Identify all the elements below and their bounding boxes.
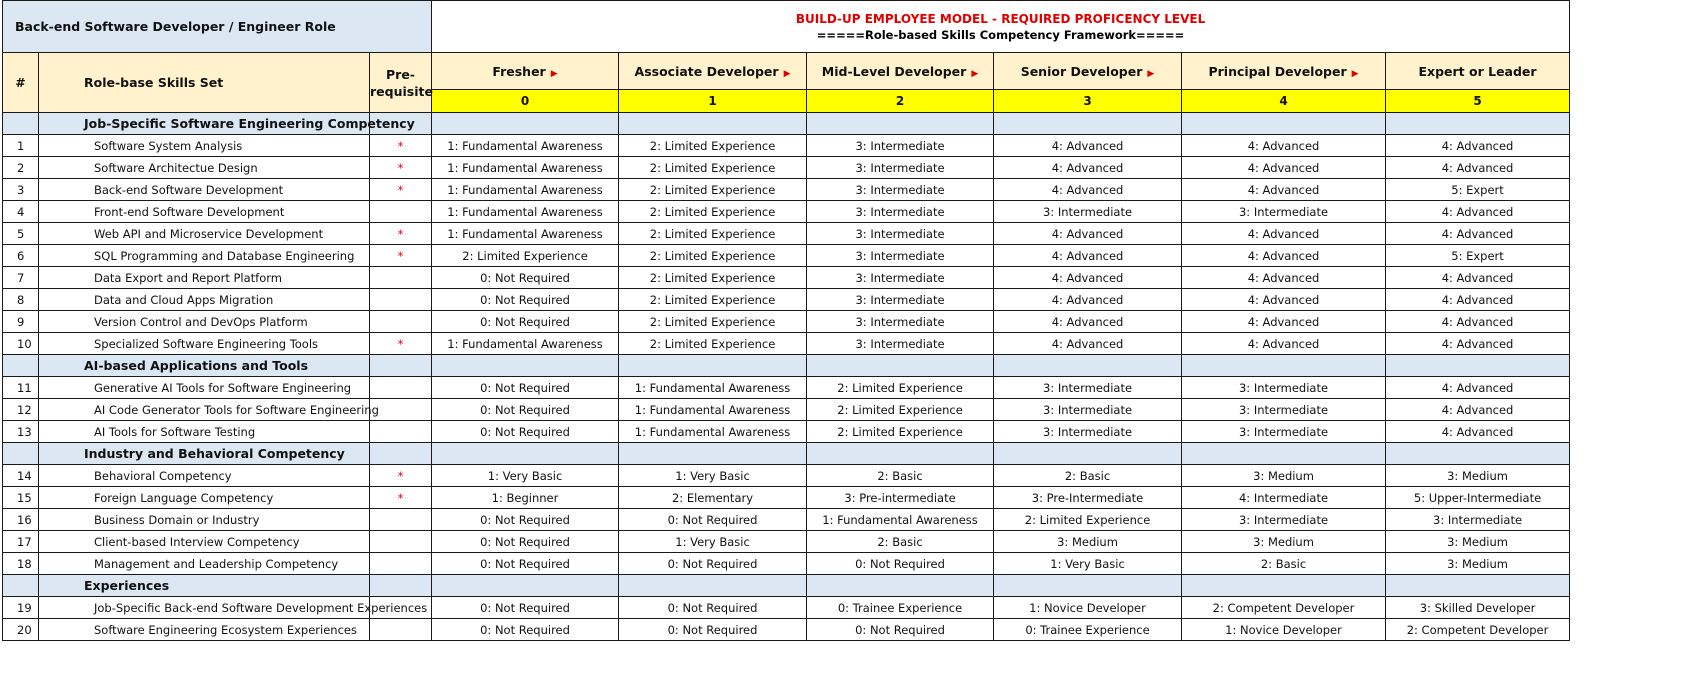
section-number-cell (3, 575, 39, 597)
prerequisite-marker (370, 619, 432, 641)
table-row (3, 509, 1570, 531)
proficiency-value: 3: Intermediate (807, 333, 994, 355)
proficiency-value: 4: Advanced (994, 135, 1182, 157)
proficiency-value: 0: Not Required (432, 553, 619, 575)
section-empty-cell (432, 575, 619, 597)
prerequisite-marker (370, 289, 432, 311)
proficiency-value: 4: Advanced (1386, 157, 1570, 179)
section-empty-cell (619, 355, 807, 377)
proficiency-value: 2: Basic (994, 465, 1182, 487)
proficiency-value: 0: Not Required (619, 597, 807, 619)
proficiency-value: 4: Advanced (994, 179, 1182, 201)
skill-name: Foreign Language Competency (39, 487, 370, 509)
table-row (3, 377, 1570, 399)
proficiency-value: 2: Limited Experience (619, 289, 807, 311)
proficiency-value: 2: Limited Experience (807, 399, 994, 421)
proficiency-value: 3: Intermediate (807, 223, 994, 245)
level-number: 3 (994, 90, 1182, 113)
skill-name: Software Engineering Ecosystem Experiences (39, 619, 370, 641)
skill-name: Front-end Software Development (39, 201, 370, 223)
section-header-row (3, 355, 1570, 377)
proficiency-value: 0: Not Required (432, 289, 619, 311)
prerequisite-marker (370, 267, 432, 289)
proficiency-value: 0: Not Required (432, 531, 619, 553)
section-header-row (3, 575, 1570, 597)
proficiency-value: 2: Basic (807, 531, 994, 553)
proficiency-value: 1: Fundamental Awareness (432, 135, 619, 157)
level-header (994, 53, 1182, 90)
skill-name: Business Domain or Industry (39, 509, 370, 531)
prerequisite-marker (370, 201, 432, 223)
proficiency-value: 2: Limited Experience (619, 201, 807, 223)
proficiency-value: 0: Not Required (432, 509, 619, 531)
prerequisite-marker: * (370, 465, 432, 487)
section-title: AI-based Applications and Tools (39, 355, 370, 377)
section-title: Experiences (39, 575, 370, 597)
section-header-row (3, 443, 1570, 465)
proficiency-value: 3: Pre-Intermediate (994, 487, 1182, 509)
level-label: Associate Developer (634, 63, 779, 79)
proficiency-value: 1: Fundamental Awareness (432, 157, 619, 179)
triangle-right-icon: ▶ (971, 68, 979, 79)
proficiency-value: 4: Advanced (1386, 399, 1570, 421)
table-row (3, 267, 1570, 289)
table-body (3, 1, 1570, 641)
prerequisite-marker (370, 553, 432, 575)
proficiency-value: 5: Expert (1386, 179, 1570, 201)
proficiency-value: 0: Trainee Experience (994, 619, 1182, 641)
proficiency-value: 4: Advanced (1182, 289, 1386, 311)
proficiency-value: 4: Advanced (994, 267, 1182, 289)
proficiency-value: 4: Advanced (994, 311, 1182, 333)
proficiency-value: 3: Intermediate (1182, 399, 1386, 421)
section-empty-cell (994, 113, 1182, 135)
proficiency-value: 3: Medium (1182, 531, 1386, 553)
proficiency-value: 1: Fundamental Awareness (432, 179, 619, 201)
model-title-cell (432, 1, 1570, 53)
row-number: 7 (3, 267, 39, 289)
section-empty-cell (619, 575, 807, 597)
proficiency-value: 3: Intermediate (994, 377, 1182, 399)
prerequisite-marker: * (370, 135, 432, 157)
column-header-row (3, 53, 1570, 90)
section-empty-cell (807, 443, 994, 465)
proficiency-value: 3: Intermediate (1182, 421, 1386, 443)
proficiency-value: 3: Skilled Developer (1386, 597, 1570, 619)
level-number: 0 (432, 90, 619, 113)
skill-name: Specialized Software Engineering Tools (39, 333, 370, 355)
proficiency-value: 0: Not Required (432, 267, 619, 289)
row-number: 3 (3, 179, 39, 201)
level-header (807, 53, 994, 90)
level-label: Principal Developer (1208, 63, 1347, 79)
proficiency-value: 4: Advanced (1386, 421, 1570, 443)
prerequisite-marker: * (370, 157, 432, 179)
proficiency-value: 2: Limited Experience (619, 223, 807, 245)
proficiency-value: 0: Not Required (807, 619, 994, 641)
level-header (1386, 53, 1570, 90)
table-row (3, 289, 1570, 311)
proficiency-value: 0: Not Required (619, 553, 807, 575)
prerequisite-marker: * (370, 487, 432, 509)
proficiency-value: 1: Beginner (432, 487, 619, 509)
skill-name: Web API and Microservice Development (39, 223, 370, 245)
level-header (1182, 53, 1386, 90)
proficiency-value: 4: Advanced (1386, 377, 1570, 399)
prerequisite-marker: * (370, 223, 432, 245)
section-empty-cell (432, 443, 619, 465)
row-number: 17 (3, 531, 39, 553)
proficiency-value: 3: Intermediate (807, 135, 994, 157)
table-row (3, 597, 1570, 619)
skill-name: AI Tools for Software Testing (39, 421, 370, 443)
row-number: 18 (3, 553, 39, 575)
section-empty-cell (807, 355, 994, 377)
level-header (432, 53, 619, 90)
row-number: 4 (3, 201, 39, 223)
proficiency-value: 2: Limited Experience (619, 333, 807, 355)
proficiency-value: 4: Advanced (994, 289, 1182, 311)
proficiency-value: 0: Not Required (432, 311, 619, 333)
prerequisite-marker: * (370, 245, 432, 267)
skill-name: Job-Specific Back-end Software Development Experiences (39, 597, 370, 619)
proficiency-value: 3: Medium (1182, 465, 1386, 487)
proficiency-value: 4: Advanced (1386, 311, 1570, 333)
table-row (3, 179, 1570, 201)
skill-column-header: Role-base Skills Set (39, 53, 370, 113)
proficiency-value: 1: Fundamental Awareness (432, 223, 619, 245)
table-row (3, 421, 1570, 443)
table-row (3, 487, 1570, 509)
proficiency-value: 1: Fundamental Awareness (619, 377, 807, 399)
table-row (3, 157, 1570, 179)
table-row (3, 553, 1570, 575)
proficiency-value: 4: Intermediate (1182, 487, 1386, 509)
row-number: 20 (3, 619, 39, 641)
section-empty-cell (807, 113, 994, 135)
prerequisite-marker: * (370, 179, 432, 201)
row-number: 9 (3, 311, 39, 333)
proficiency-value: 4: Advanced (1386, 135, 1570, 157)
proficiency-value: 3: Intermediate (807, 201, 994, 223)
competency-table (2, 0, 1570, 641)
skill-name: Generative AI Tools for Software Engineering (39, 377, 370, 399)
proficiency-value: 1: Fundamental Awareness (807, 509, 994, 531)
proficiency-value: 4: Advanced (994, 245, 1182, 267)
proficiency-value: 4: Advanced (994, 333, 1182, 355)
level-label: Fresher (492, 63, 546, 79)
proficiency-value: 2: Limited Experience (619, 157, 807, 179)
level-number: 4 (1182, 90, 1386, 113)
proficiency-value: 4: Advanced (1182, 135, 1386, 157)
level-header (619, 53, 807, 90)
prerequisite-column-header (370, 53, 432, 113)
table-row (3, 311, 1570, 333)
proficiency-value: 2: Limited Experience (619, 135, 807, 157)
proficiency-value: 4: Advanced (994, 223, 1182, 245)
prerequisite-marker (370, 421, 432, 443)
skill-name: Data Export and Report Platform (39, 267, 370, 289)
framework-title: =====Role-based Skills Competency Framework===== (816, 27, 1185, 42)
proficiency-value: 3: Medium (1386, 531, 1570, 553)
row-number: 10 (3, 333, 39, 355)
row-number: 19 (3, 597, 39, 619)
proficiency-value: 3: Intermediate (1182, 509, 1386, 531)
proficiency-value: 4: Advanced (1386, 201, 1570, 223)
proficiency-value: 2: Limited Experience (994, 509, 1182, 531)
skill-name: Client-based Interview Competency (39, 531, 370, 553)
proficiency-value: 5: Upper-Intermediate (1386, 487, 1570, 509)
row-number: 1 (3, 135, 39, 157)
proficiency-value: 2: Limited Experience (619, 245, 807, 267)
proficiency-value: 5: Expert (1386, 245, 1570, 267)
row-number: 15 (3, 487, 39, 509)
proficiency-value: 4: Advanced (1182, 245, 1386, 267)
skill-name: Software System Analysis (39, 135, 370, 157)
row-number: 13 (3, 421, 39, 443)
row-number: 6 (3, 245, 39, 267)
table-row (3, 333, 1570, 355)
section-empty-cell (994, 443, 1182, 465)
proficiency-value: 3: Intermediate (994, 201, 1182, 223)
proficiency-value: 2: Competent Developer (1386, 619, 1570, 641)
proficiency-value: 2: Basic (807, 465, 994, 487)
proficiency-value: 0: Not Required (432, 421, 619, 443)
proficiency-value: 4: Advanced (994, 157, 1182, 179)
prerequisite-header-line2: requisite (370, 83, 433, 99)
proficiency-value: 1: Novice Developer (994, 597, 1182, 619)
triangle-right-icon: ▶ (1147, 68, 1155, 79)
skill-name: Software Architectue Design (39, 157, 370, 179)
skill-name: AI Code Generator Tools for Software Engineering (39, 399, 370, 421)
level-number: 5 (1386, 90, 1570, 113)
prerequisite-marker: * (370, 333, 432, 355)
proficiency-value: 3: Intermediate (807, 267, 994, 289)
model-title: BUILD-UP EMPLOYEE MODEL - REQUIRED PROFICENCY LEVEL (795, 11, 1206, 26)
proficiency-value: 3: Medium (1386, 465, 1570, 487)
proficiency-value: 0: Not Required (619, 619, 807, 641)
section-empty-cell (1182, 113, 1386, 135)
proficiency-value: 4: Advanced (1182, 179, 1386, 201)
section-empty-cell (994, 575, 1182, 597)
section-empty-cell (1386, 575, 1570, 597)
skill-name: Version Control and DevOps Platform (39, 311, 370, 333)
role-title: Back-end Software Developer / Engineer Role (3, 1, 432, 53)
proficiency-value: 0: Not Required (432, 399, 619, 421)
prerequisite-marker (370, 509, 432, 531)
section-header-row (3, 113, 1570, 135)
proficiency-value: 2: Limited Experience (432, 245, 619, 267)
section-empty-cell (432, 113, 619, 135)
proficiency-value: 3: Intermediate (994, 399, 1182, 421)
proficiency-value: 2: Elementary (619, 487, 807, 509)
section-empty-cell (1386, 355, 1570, 377)
proficiency-value: 1: Fundamental Awareness (619, 421, 807, 443)
proficiency-value: 1: Very Basic (432, 465, 619, 487)
proficiency-value: 4: Advanced (1386, 223, 1570, 245)
proficiency-value: 2: Limited Experience (619, 311, 807, 333)
level-label: Mid-Level Developer (821, 63, 967, 79)
section-empty-cell (1182, 443, 1386, 465)
prerequisite-marker (370, 311, 432, 333)
section-empty-cell (807, 575, 994, 597)
section-title: Job-Specific Software Engineering Competency (39, 113, 370, 135)
proficiency-value: 3: Intermediate (1182, 201, 1386, 223)
section-empty-cell (1182, 575, 1386, 597)
row-number: 16 (3, 509, 39, 531)
proficiency-value: 4: Advanced (1182, 223, 1386, 245)
skill-name: SQL Programming and Database Engineering (39, 245, 370, 267)
level-number: 1 (619, 90, 807, 113)
row-number: 12 (3, 399, 39, 421)
skill-name: Back-end Software Development (39, 179, 370, 201)
proficiency-value: 2: Limited Experience (619, 179, 807, 201)
table-row (3, 201, 1570, 223)
proficiency-value: 1: Very Basic (619, 465, 807, 487)
proficiency-value: 2: Competent Developer (1182, 597, 1386, 619)
proficiency-value: 0: Not Required (619, 509, 807, 531)
section-title: Industry and Behavioral Competency (39, 443, 370, 465)
skill-name: Management and Leadership Competency (39, 553, 370, 575)
proficiency-value: 0: Not Required (807, 553, 994, 575)
triangle-right-icon: ▶ (1351, 68, 1359, 79)
proficiency-value: 1: Fundamental Awareness (432, 333, 619, 355)
section-empty-cell (619, 113, 807, 135)
table-row (3, 399, 1570, 421)
level-number: 2 (807, 90, 994, 113)
proficiency-value: 0: Trainee Experience (807, 597, 994, 619)
section-empty-cell (1182, 355, 1386, 377)
skill-name: Behavioral Competency (39, 465, 370, 487)
level-label: Expert or Leader (1418, 63, 1537, 79)
row-number: 2 (3, 157, 39, 179)
section-number-cell (3, 113, 39, 135)
proficiency-value: 4: Advanced (1182, 311, 1386, 333)
number-column-header: # (3, 53, 39, 113)
row-number: 14 (3, 465, 39, 487)
proficiency-value: 3: Intermediate (807, 157, 994, 179)
prerequisite-header-line1: Pre- (386, 66, 415, 82)
proficiency-value: 3: Medium (994, 531, 1182, 553)
level-label: Senior Developer (1020, 63, 1143, 79)
proficiency-value: 4: Advanced (1182, 157, 1386, 179)
row-number: 5 (3, 223, 39, 245)
section-empty-cell (1386, 113, 1570, 135)
proficiency-value: 1: Fundamental Awareness (619, 399, 807, 421)
proficiency-value: 1: Very Basic (619, 531, 807, 553)
section-empty-cell (370, 355, 432, 377)
table-row (3, 135, 1570, 157)
triangle-right-icon: ▶ (783, 68, 791, 79)
proficiency-value: 1: Novice Developer (1182, 619, 1386, 641)
competency-sheet (2, 0, 1569, 641)
table-row (3, 223, 1570, 245)
section-number-cell (3, 443, 39, 465)
proficiency-value: 4: Advanced (1386, 333, 1570, 355)
prerequisite-marker (370, 531, 432, 553)
proficiency-value: 2: Limited Experience (807, 421, 994, 443)
row-number: 11 (3, 377, 39, 399)
proficiency-value: 0: Not Required (432, 597, 619, 619)
section-number-cell (3, 355, 39, 377)
proficiency-value: 3: Intermediate (994, 421, 1182, 443)
triangle-right-icon: ▶ (550, 68, 558, 79)
proficiency-value: 4: Advanced (1182, 333, 1386, 355)
table-row (3, 245, 1570, 267)
section-empty-cell (994, 355, 1182, 377)
proficiency-value: 3: Intermediate (1386, 509, 1570, 531)
section-empty-cell (370, 443, 432, 465)
proficiency-value: 2: Limited Experience (619, 267, 807, 289)
proficiency-value: 2: Limited Experience (807, 377, 994, 399)
proficiency-value: 0: Not Required (432, 619, 619, 641)
proficiency-value: 3: Intermediate (807, 289, 994, 311)
proficiency-value: 4: Advanced (1386, 267, 1570, 289)
skill-name: Data and Cloud Apps Migration (39, 289, 370, 311)
prerequisite-marker (370, 377, 432, 399)
section-empty-cell (1386, 443, 1570, 465)
proficiency-value: 3: Intermediate (807, 245, 994, 267)
table-row (3, 619, 1570, 641)
proficiency-value: 3: Intermediate (1182, 377, 1386, 399)
section-empty-cell (432, 355, 619, 377)
proficiency-value: 1: Fundamental Awareness (432, 201, 619, 223)
table-row (3, 531, 1570, 553)
proficiency-value: 2: Basic (1182, 553, 1386, 575)
proficiency-value: 4: Advanced (1386, 289, 1570, 311)
title-row (3, 1, 1570, 53)
proficiency-value: 3: Pre-intermediate (807, 487, 994, 509)
proficiency-value: 3: Medium (1386, 553, 1570, 575)
proficiency-value: 0: Not Required (432, 377, 619, 399)
proficiency-value: 3: Intermediate (807, 179, 994, 201)
proficiency-value: 1: Very Basic (994, 553, 1182, 575)
table-row (3, 465, 1570, 487)
section-empty-cell (619, 443, 807, 465)
section-empty-cell (370, 575, 432, 597)
row-number: 8 (3, 289, 39, 311)
proficiency-value: 3: Intermediate (807, 311, 994, 333)
proficiency-value: 4: Advanced (1182, 267, 1386, 289)
